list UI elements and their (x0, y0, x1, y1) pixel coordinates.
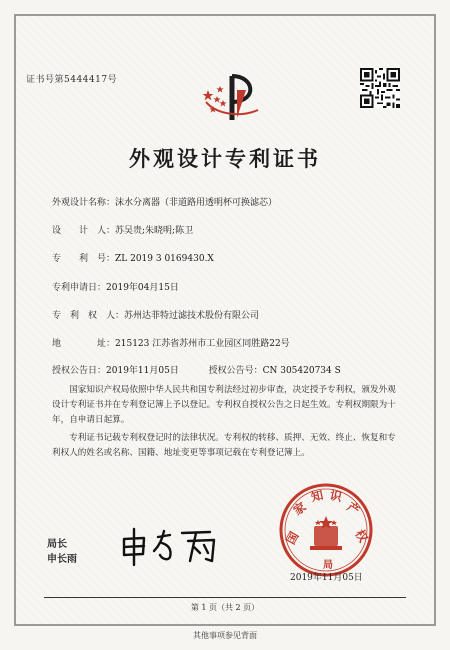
field-designers (52, 225, 193, 237)
field-label: 专 利 号： (52, 254, 116, 264)
field-label: 地 址： (52, 339, 116, 349)
svg-text:权: 权 (352, 527, 371, 545)
field-value: 215123 江苏省苏州市工业园区同胜路22号 (115, 339, 290, 349)
field-label: 设 计 人： (52, 226, 116, 236)
field-value: 2019年11月05日 (106, 366, 179, 376)
paragraph-line: 国家知识产权局依照中华人民共和国专利法经过初步审查，决定授予专利权，颁发外观 (52, 385, 396, 395)
field-value: 苏州达菲特过滤技术股份有限公司 (124, 311, 260, 321)
certificate-number: 证书号第5444417号 (26, 75, 118, 85)
field-patentee (52, 310, 259, 322)
director-title: 局长 (47, 539, 67, 550)
page-number: 第 1 页（共 2 页） (190, 603, 260, 612)
field-label: 专 利 权 人： (52, 311, 125, 321)
paragraph-line: 年，自申请日起算。 (52, 415, 130, 425)
qr-code-icon (360, 68, 400, 108)
svg-text:知: 知 (309, 487, 325, 505)
field-value: 苏吴贵;朱晓明;陈卫 (115, 226, 194, 236)
field-patent-number (52, 253, 214, 265)
field-value: ZL 2019 3 0169430.X (115, 254, 214, 264)
svg-text:产: 产 (344, 499, 363, 518)
field-label: 授权公告号： (208, 366, 263, 376)
certificate-title: 外观设计专利证书 (129, 147, 321, 171)
paragraph-line: 利权人的姓名或名称、国籍、地址变更等事项记载在专利登记簿上。 (52, 448, 310, 458)
paragraph-legal-status (52, 431, 402, 461)
paragraph-grant-statement (52, 383, 402, 428)
field-label: 授权公告日： (52, 366, 107, 376)
field-label: 外观设计名称： (52, 198, 116, 208)
field-grant-date (52, 365, 341, 377)
seal-date: 2019年11月05日 (290, 573, 363, 583)
paragraph-line: 设计专利证书并在专利登记簿上予以登记。专利权自授权公告之日起生效。专利权期限为十 (52, 400, 396, 410)
svg-text:识: 识 (328, 487, 344, 505)
official-seal (278, 482, 374, 578)
field-design-name (52, 197, 277, 209)
field-address (52, 338, 290, 350)
handwritten-signature (118, 525, 238, 567)
field-application-date (52, 282, 179, 294)
svg-text:局: 局 (323, 560, 333, 571)
field-label: 专利申请日： (52, 283, 107, 293)
footer-divider (44, 597, 406, 598)
field-value: 2019年04月15日 (106, 283, 179, 293)
svg-text:家: 家 (290, 499, 309, 518)
see-reverse-note: 其他事项参见背面 (193, 631, 257, 640)
field-value: 沫水分离器（非道路用透明杯可换滤芯） (115, 198, 278, 208)
director-name: 申长雨 (47, 554, 77, 565)
svg-text:国: 国 (283, 529, 302, 547)
cnipa-emblem-icon (194, 70, 262, 126)
paragraph-line: 专利证书记载专利权登记时的法律状况。专利权的转移、质押、无效、终止、恢复和专 (52, 433, 396, 443)
field-value: CN 305420734 S (262, 366, 341, 376)
